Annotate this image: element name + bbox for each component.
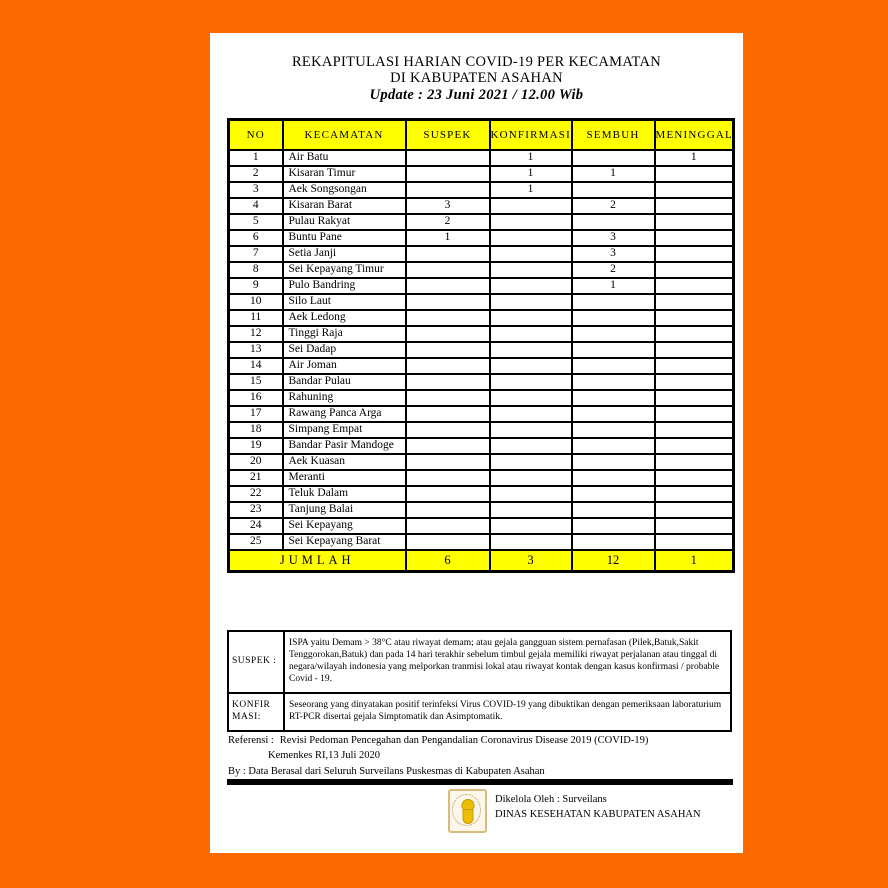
- table-row: [229, 406, 734, 422]
- cell-sembuh: [572, 150, 655, 166]
- cell-no: 13: [229, 342, 283, 358]
- cell-konfirmasi: [490, 246, 572, 262]
- report-title-line1: REKAPITULASI HARIAN COVID-19 PER KECAMATAN: [291, 54, 662, 70]
- cell-konfirmasi: [490, 486, 572, 502]
- cell-suspek: [406, 246, 490, 262]
- cell-konfirmasi: 1: [490, 150, 572, 166]
- table-row: [229, 150, 734, 166]
- document-page: [210, 33, 743, 853]
- cell-konfirmasi: [490, 502, 572, 518]
- cell-no: 25: [229, 534, 283, 550]
- cell-konfirmasi: [490, 230, 572, 246]
- cell-konfirmasi: [490, 278, 572, 294]
- konfirmasi-definition-text: Seseorang yang dinyatakan positif terinfeksi Virus COVID-19 yang dibuktikan dengan pemeriksaan laboraturium RT-PCR disertai gejala Simptomatik dan Asimptomatik.: [284, 693, 731, 731]
- cell-meninggal: [655, 358, 734, 374]
- cell-konfirmasi: [490, 390, 572, 406]
- cell-sembuh: [572, 422, 655, 438]
- cell-suspek: [406, 518, 490, 534]
- cell-konfirmasi: [490, 374, 572, 390]
- cell-sembuh: [572, 214, 655, 230]
- cell-konfirmasi: [490, 518, 572, 534]
- cell-sembuh: 1: [572, 166, 655, 182]
- cell-meninggal: 1: [655, 150, 734, 166]
- table-row: [229, 358, 734, 374]
- cell-meninggal: [655, 486, 734, 502]
- col-header-sembuh: SEMBUH: [572, 120, 655, 151]
- table-row: [229, 294, 734, 310]
- cell-suspek: [406, 262, 490, 278]
- cell-meninggal: [655, 182, 734, 198]
- cell-no: 14: [229, 358, 283, 374]
- cell-kecamatan: Sei Kepayang: [283, 518, 406, 534]
- cell-suspek: [406, 150, 490, 166]
- total-sembuh: 12: [572, 550, 655, 572]
- cell-sembuh: [572, 454, 655, 470]
- cell-suspek: [406, 166, 490, 182]
- cell-sembuh: [572, 438, 655, 454]
- cell-kecamatan: Silo Laut: [283, 294, 406, 310]
- table-row: [229, 422, 734, 438]
- definitions-box: [227, 630, 732, 732]
- cell-suspek: [406, 342, 490, 358]
- suspek-definition-text: ISPA yaitu Demam > 38°C atau riwayat demam; atau gejala gangguan sistem pernafasan (Pilek,Batuk,Sakit Tenggorokan,Batuk) dan pada 14 hari terakhir sebelum timbul gejala memiliki riwayat perjalanan atau tinggal di negara/wilayah indonesia yang melporkan tranmisi lokal atau riwayat kontak dengan kasus konfirmasi / probable Covid - 19.: [284, 631, 731, 693]
- cell-kecamatan: Pulo Bandring: [283, 278, 406, 294]
- report-title-block: [210, 33, 743, 103]
- cell-sembuh: [572, 406, 655, 422]
- cell-sembuh: 2: [572, 262, 655, 278]
- cell-no: 11: [229, 310, 283, 326]
- cell-kecamatan: Rawang Panca Arga: [283, 406, 406, 422]
- cell-no: 9: [229, 278, 283, 294]
- cell-sembuh: [572, 294, 655, 310]
- cell-meninggal: [655, 390, 734, 406]
- table-row: [229, 326, 734, 342]
- cell-kecamatan: Bandar Pulau: [283, 374, 406, 390]
- cell-sembuh: [572, 502, 655, 518]
- cell-meninggal: [655, 198, 734, 214]
- cell-kecamatan: Tanjung Balai: [283, 502, 406, 518]
- table-row: [229, 502, 734, 518]
- cell-kecamatan: Teluk Dalam: [283, 486, 406, 502]
- cell-konfirmasi: [490, 470, 572, 486]
- table-row: [229, 262, 734, 278]
- cell-kecamatan: Air Batu: [283, 150, 406, 166]
- cell-no: 4: [229, 198, 283, 214]
- cell-sembuh: [572, 310, 655, 326]
- cell-no: 7: [229, 246, 283, 262]
- table-row: [229, 518, 734, 534]
- table-row: [229, 438, 734, 454]
- cell-sembuh: [572, 182, 655, 198]
- cell-konfirmasi: [490, 310, 572, 326]
- seal-emblem-stem: [462, 809, 473, 824]
- table-row: [229, 166, 734, 182]
- col-header-kecamatan: KECAMATAN: [283, 120, 406, 151]
- cell-kecamatan: Tinggi Raja: [283, 326, 406, 342]
- cell-no: 16: [229, 390, 283, 406]
- cell-meninggal: [655, 310, 734, 326]
- cell-meninggal: [655, 294, 734, 310]
- cell-suspek: [406, 310, 490, 326]
- cell-meninggal: [655, 262, 734, 278]
- surveilans-seal-icon: [448, 789, 487, 833]
- cell-konfirmasi: [490, 438, 572, 454]
- cell-suspek: [406, 534, 490, 550]
- cell-sembuh: [572, 390, 655, 406]
- suspek-definition-label: SUSPEK :: [228, 631, 284, 693]
- cell-konfirmasi: [490, 294, 572, 310]
- table-header-row: [229, 120, 734, 151]
- table-row: [229, 390, 734, 406]
- cell-meninggal: [655, 214, 734, 230]
- cell-kecamatan: Setia Janji: [283, 246, 406, 262]
- cell-sembuh: 2: [572, 198, 655, 214]
- cell-konfirmasi: 1: [490, 182, 572, 198]
- cell-meninggal: [655, 454, 734, 470]
- cell-no: 19: [229, 438, 283, 454]
- cell-suspek: [406, 326, 490, 342]
- reference-label: Referensi :: [228, 735, 274, 746]
- cell-no: 10: [229, 294, 283, 310]
- table-row: [229, 454, 734, 470]
- footer-block: [448, 789, 701, 833]
- cell-sembuh: [572, 358, 655, 374]
- cell-kecamatan: Aek Songsongan: [283, 182, 406, 198]
- table-row: [229, 198, 734, 214]
- cell-kecamatan: Pulau Rakyat: [283, 214, 406, 230]
- cell-kecamatan: Kisaran Barat: [283, 198, 406, 214]
- footer-agency: DINAS KESEHATAN KABUPATEN ASAHAN: [495, 809, 701, 820]
- cell-konfirmasi: [490, 422, 572, 438]
- cell-meninggal: [655, 438, 734, 454]
- divider-bar: [227, 779, 733, 785]
- cell-suspek: [406, 406, 490, 422]
- cell-no: 2: [229, 166, 283, 182]
- cell-sembuh: [572, 374, 655, 390]
- table-row: [229, 230, 734, 246]
- cell-meninggal: [655, 246, 734, 262]
- cell-meninggal: [655, 502, 734, 518]
- cell-suspek: [406, 454, 490, 470]
- cell-no: 18: [229, 422, 283, 438]
- cell-kecamatan: Buntu Pane: [283, 230, 406, 246]
- cell-no: 8: [229, 262, 283, 278]
- covid-recap-table: [227, 118, 735, 573]
- cell-meninggal: [655, 422, 734, 438]
- suspek-definition-row: [228, 631, 731, 693]
- total-konfirmasi: 3: [490, 550, 572, 572]
- report-update-line: Update : 23 Juni 2021 / 12.00 Wib: [369, 87, 584, 103]
- cell-konfirmasi: [490, 326, 572, 342]
- cell-sembuh: [572, 326, 655, 342]
- cell-meninggal: [655, 470, 734, 486]
- table-row: [229, 310, 734, 326]
- cell-sembuh: [572, 486, 655, 502]
- cell-meninggal: [655, 406, 734, 422]
- col-header-suspek: SUSPEK: [406, 120, 490, 151]
- table-row: [229, 342, 734, 358]
- total-label: JUMLAH: [229, 550, 406, 572]
- cell-suspek: [406, 486, 490, 502]
- cell-sembuh: 3: [572, 246, 655, 262]
- table-row: [229, 246, 734, 262]
- cell-no: 17: [229, 406, 283, 422]
- cell-konfirmasi: [490, 262, 572, 278]
- cell-meninggal: [655, 534, 734, 550]
- cell-konfirmasi: [490, 358, 572, 374]
- cell-no: 6: [229, 230, 283, 246]
- cell-meninggal: [655, 278, 734, 294]
- cell-no: 15: [229, 374, 283, 390]
- cell-kecamatan: Aek Kuasan: [283, 454, 406, 470]
- cell-no: 1: [229, 150, 283, 166]
- cell-sembuh: [572, 518, 655, 534]
- cell-konfirmasi: [490, 342, 572, 358]
- cell-suspek: [406, 374, 490, 390]
- col-header-konfirmasi: KONFIRMASI: [490, 120, 572, 151]
- cell-konfirmasi: 1: [490, 166, 572, 182]
- cell-kecamatan: Kisaran Timur: [283, 166, 406, 182]
- table-row: [229, 470, 734, 486]
- cell-kecamatan: Sei Dadap: [283, 342, 406, 358]
- cell-suspek: [406, 294, 490, 310]
- cell-kecamatan: Simpang Empat: [283, 422, 406, 438]
- cell-konfirmasi: [490, 198, 572, 214]
- cell-konfirmasi: [490, 406, 572, 422]
- cell-suspek: [406, 502, 490, 518]
- cell-no: 23: [229, 502, 283, 518]
- cell-suspek: 1: [406, 230, 490, 246]
- cell-no: 24: [229, 518, 283, 534]
- cell-meninggal: [655, 342, 734, 358]
- cell-konfirmasi: [490, 454, 572, 470]
- cell-kecamatan: Bandar Pasir Mandoge: [283, 438, 406, 454]
- cell-suspek: [406, 278, 490, 294]
- table-row: [229, 374, 734, 390]
- cell-no: 22: [229, 486, 283, 502]
- cell-konfirmasi: [490, 534, 572, 550]
- cell-sembuh: [572, 470, 655, 486]
- cell-kecamatan: Aek Ledong: [283, 310, 406, 326]
- cell-suspek: [406, 470, 490, 486]
- table-row: [229, 278, 734, 294]
- reference-note: [228, 734, 728, 747]
- total-suspek: 6: [406, 550, 490, 572]
- reference-line2: Kemenkes RI,13 Juli 2020: [268, 750, 380, 761]
- cell-kecamatan: Air Joman: [283, 358, 406, 374]
- cell-meninggal: [655, 230, 734, 246]
- footer-managed-by: Dikelola Oleh : Surveilans: [495, 794, 607, 805]
- cell-sembuh: [572, 534, 655, 550]
- cell-kecamatan: Sei Kepayang Timur: [283, 262, 406, 278]
- cell-suspek: [406, 438, 490, 454]
- cell-no: 5: [229, 214, 283, 230]
- table-row: [229, 182, 734, 198]
- cell-kecamatan: Sei Kepayang Barat: [283, 534, 406, 550]
- cell-suspek: [406, 358, 490, 374]
- total-meninggal: 1: [655, 550, 734, 572]
- table-row: [229, 486, 734, 502]
- cell-sembuh: 3: [572, 230, 655, 246]
- cell-no: 20: [229, 454, 283, 470]
- col-header-no: NO: [229, 120, 283, 151]
- table-row: [229, 534, 734, 550]
- table-row: [229, 214, 734, 230]
- col-header-meninggal: MENINGGAL: [655, 120, 734, 151]
- cell-meninggal: [655, 374, 734, 390]
- cell-no: 12: [229, 326, 283, 342]
- cell-no: 3: [229, 182, 283, 198]
- cell-suspek: [406, 390, 490, 406]
- cell-sembuh: [572, 342, 655, 358]
- reference-text: Revisi Pedoman Pencegahan dan Pengandalian Coronavirus Disease 2019 (COVID-19): [279, 735, 649, 746]
- cell-kecamatan: Meranti: [283, 470, 406, 486]
- total-row: [229, 550, 734, 572]
- cell-suspek: [406, 422, 490, 438]
- cell-kecamatan: Rahuning: [283, 390, 406, 406]
- report-title-line2: DI KABUPATEN ASAHAN: [390, 70, 563, 86]
- cell-konfirmasi: [490, 214, 572, 230]
- cell-meninggal: [655, 326, 734, 342]
- konfirmasi-definition-row: [228, 693, 731, 731]
- cell-meninggal: [655, 518, 734, 534]
- cell-meninggal: [655, 166, 734, 182]
- source-note: By : Data Berasal dari Seluruh Surveilans Puskesmas di Kabupaten Asahan: [228, 766, 545, 777]
- cell-suspek: [406, 182, 490, 198]
- cell-sembuh: 1: [572, 278, 655, 294]
- cell-suspek: 3: [406, 198, 490, 214]
- cell-no: 21: [229, 470, 283, 486]
- cell-suspek: 2: [406, 214, 490, 230]
- konfirmasi-definition-label: KONFIRMASI:: [228, 693, 284, 731]
